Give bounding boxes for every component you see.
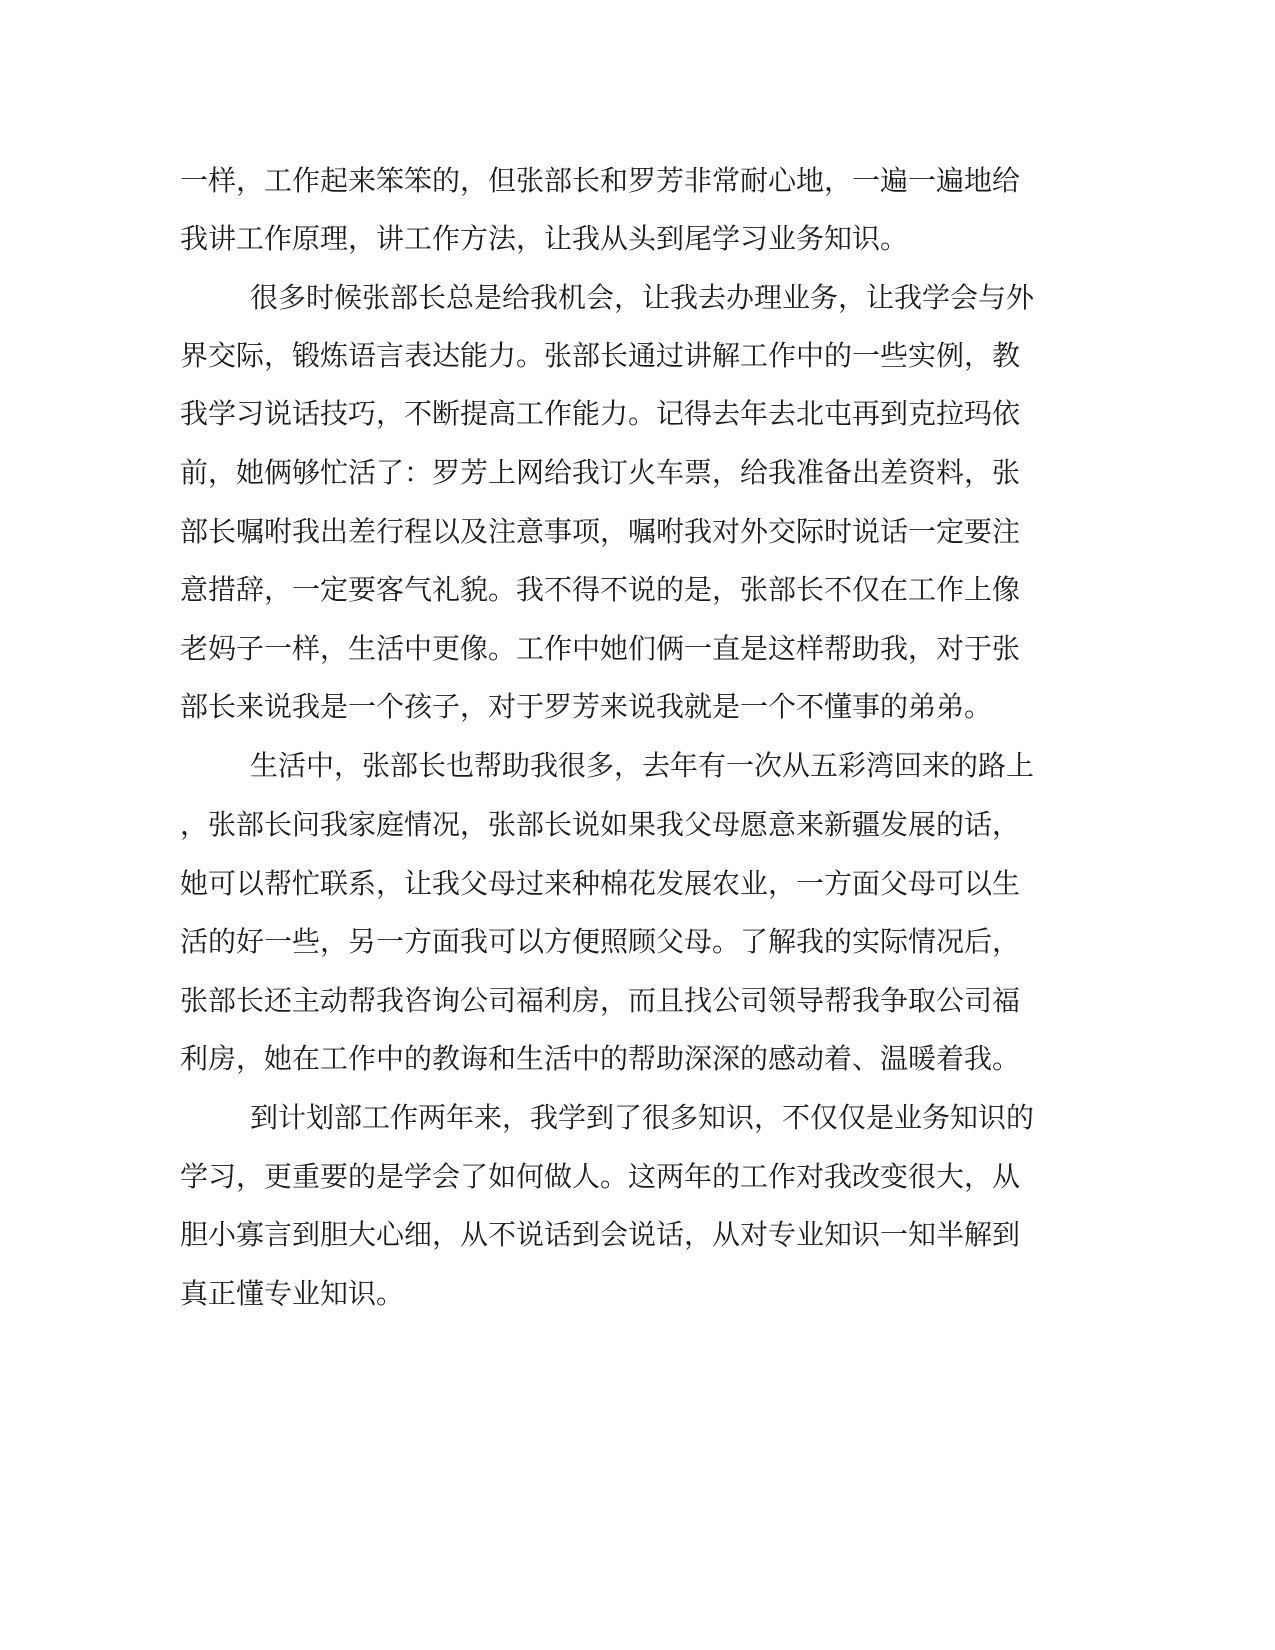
text-line: 真正懂专业知识。 xyxy=(180,1277,405,1310)
text-line: 部长来说我是一个孩子，对于罗芳来说我就是一个不懂事的弟弟。 xyxy=(180,690,993,723)
text-line: 界交际，锻炼语言表达能力。张部长通过讲解工作中的一些实例，教 xyxy=(180,339,1021,372)
text-line: 生活中，张部长也帮助我很多，去年有一次从五彩湾回来的路上 xyxy=(250,749,1035,782)
text-line: 老妈子一样，生活中更像。工作中她们俩一直是这样帮助我，对于张 xyxy=(180,632,1021,665)
text-line: 我讲工作原理，讲工作方法，让我从头到尾学习业务知识。 xyxy=(180,222,909,255)
text-line: 胆小寡言到胆大心细，从不说话到会说话，从对专业知识一知半解到 xyxy=(180,1218,1021,1251)
text-line: 前，她俩够忙活了：罗芳上网给我订火车票，给我准备出差资料，张 xyxy=(180,456,1021,489)
text-line: 很多时候张部长总是给我机会，让我去办理业务，让我学会与外 xyxy=(250,281,1035,314)
text-line: 我学习说话技巧，不断提高工作能力。记得去年去北屯再到克拉玛依 xyxy=(180,397,1021,430)
text-line: 她可以帮忙联系，让我父母过来种棉花发展农业，一方面父母可以生 xyxy=(180,867,1021,900)
text-line: 活的好一些，另一方面我可以方便照顾父母。了解我的实际情况后， xyxy=(180,925,1021,958)
text-line: 张部长还主动帮我咨询公司福利房，而且找公司领导帮我争取公司福 xyxy=(180,984,1021,1017)
text-line: 利房，她在工作中的教诲和生活中的帮助深深的感动着、温暖着我。 xyxy=(180,1042,1021,1075)
text-line: 意措辞，一定要客气礼貌。我不得不说的是，张部长不仅在工作上像 xyxy=(180,573,1021,606)
text-line: 学习，更重要的是学会了如何做人。这两年的工作对我改变很大，从 xyxy=(180,1160,1021,1193)
text-line: 部长嘱咐我出差行程以及注意事项，嘱咐我对外交际时说话一定要注 xyxy=(180,515,1021,548)
text-line: ，张部长问我家庭情况，张部长说如果我父母愿意来新疆发展的话， xyxy=(180,808,1021,841)
text-line: 一样，工作起来笨笨的，但张部长和罗芳非常耐心地，一遍一遍地给 xyxy=(180,164,1021,197)
text-line: 到计划部工作两年来，我学到了很多知识，不仅仅是业务知识的 xyxy=(250,1101,1035,1134)
